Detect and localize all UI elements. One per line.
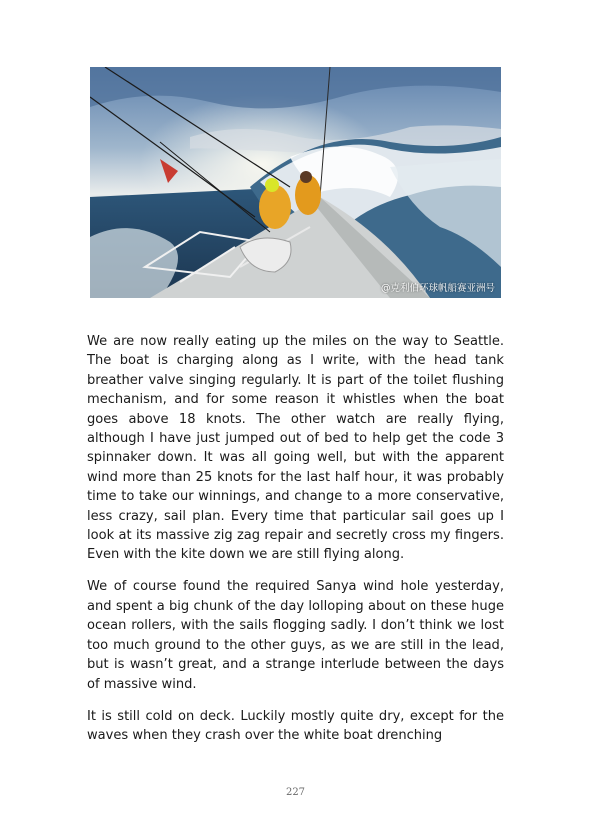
paragraph: It is still cold on deck. Luckily mostly quite dry, except for the waves when they crash over the white boat drenching — [87, 708, 504, 743]
paragraph: We are now really eating up the miles on the way to Seattle. The boat is charging along as I write, with the head tank breather valve singing regularly. It is part of the toilet flushing mechanism, and for some reason it whistles when the boat goes above 18 knots. The other watch are really flying, although I have just jumped out of bed to help get the code 3 spinnaker down. It was all going well, but with the apparent wind more than 25 knots for the last half hour, it was probably time to take our winnings, and change to a more conservative, less crazy, sail plan. Every time that particular sail goes up I look at its massive zig zag repair and secretly cross my fingers. Even with the kite down we are still flying along. — [87, 334, 504, 563]
sailing-photo — [90, 67, 501, 298]
photo-watermark: @克利伯环球帆船赛亚洲号 — [380, 283, 495, 294]
body-text — [87, 332, 504, 758]
paragraph: We of course found the required Sanya wind hole yesterday, and spent a big chunk of the day lolloping about on these huge ocean rollers, with the sails flogging sadly. I don’t think we lost too much ground to the other guys, as we are still in the lead, but is wasn’t great, and a strange interlude between the days of massive wind. — [87, 579, 504, 692]
page-number: 227 — [285, 787, 306, 798]
photo-illustration — [90, 67, 501, 298]
